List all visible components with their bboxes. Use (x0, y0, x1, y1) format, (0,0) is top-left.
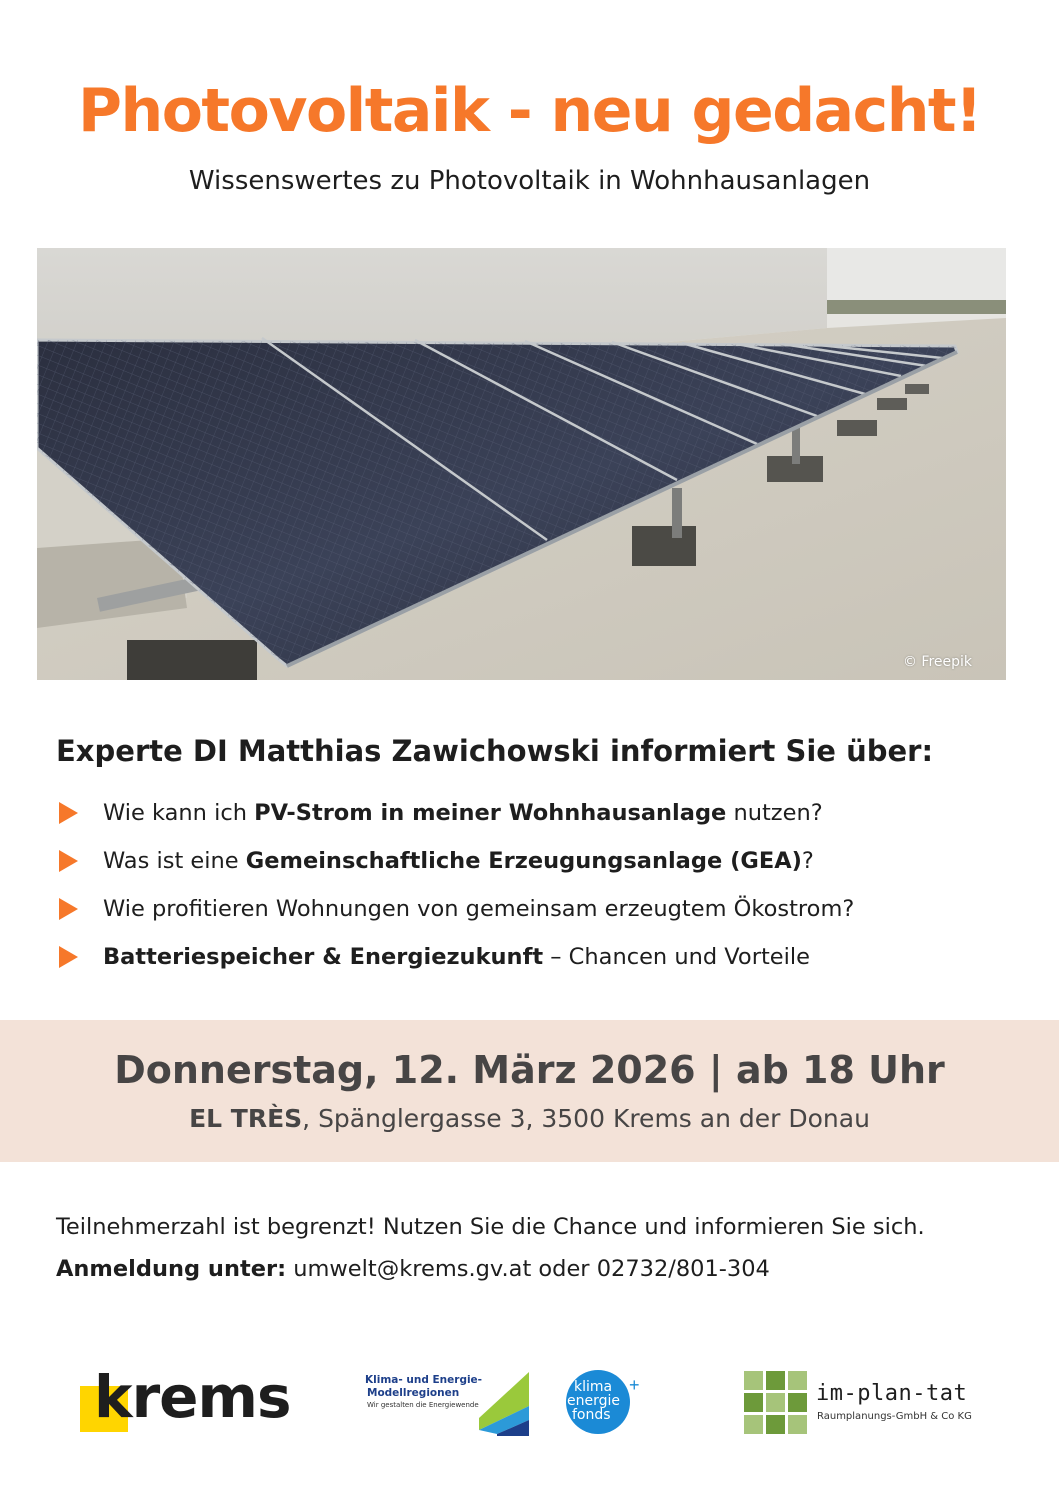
registration-line (56, 1256, 770, 1282)
registration-label: Anmeldung unter: (56, 1256, 287, 1282)
kef-plus-icon: + (629, 1375, 640, 1395)
orange-arrow-icon (59, 802, 78, 824)
topic-text: Wie profitieren Wohnungen von gemeinsam erzeugtem Ökostrom? (103, 896, 855, 922)
kef-text-fonds: fonds (572, 1407, 611, 1423)
event-info-band (0, 1020, 1059, 1162)
participation-note: Teilnehmerzahl ist begrenzt! Nutzen Sie die Chance und informieren Sie sich. (56, 1214, 925, 1240)
distant-trees (827, 300, 1006, 314)
solar-panels-illustration (37, 248, 1006, 680)
ipt-subtitle: Raumplanungs-GmbH & Co KG (817, 1411, 972, 1422)
topic-text: Was ist eine Gemeinschaftliche Erzeugungsanlage (GEA)? (103, 848, 814, 874)
photo-credit: © Freepik (902, 654, 972, 670)
ipt-grid-icon (744, 1371, 808, 1435)
topic-text: Batteriespeicher & Energiezukunft – Chancen und Vorteile (103, 944, 810, 970)
orange-arrow-icon (59, 850, 78, 872)
topic-list (56, 796, 1016, 988)
expert-heading: Experte DI Matthias Zawichowski informiert Sie über: (56, 734, 934, 768)
krems-logo (80, 1363, 291, 1433)
registration-contact[interactable]: umwelt@krems.gv.at oder 02732/801-304 (286, 1256, 770, 1282)
topic-item (56, 940, 1016, 988)
ipt-wordmark: im-plan-tat (816, 1381, 968, 1406)
topic-text: Wie kann ich PV-Strom in meiner Wohnhausanlage nutzen? (103, 800, 823, 826)
venue-address: , Spänglergasse 3, 3500 Krems an der Donau (302, 1104, 870, 1133)
krems-wordmark: krems (94, 1363, 291, 1431)
klima-energie-fonds-logo (566, 1370, 646, 1436)
event-venue (0, 1104, 1059, 1133)
page-title: Photovoltaik - neu gedacht! (78, 76, 981, 146)
im-plan-tat-logo (744, 1371, 994, 1435)
kef-text-energie: energie (567, 1393, 620, 1409)
event-date: Donnerstag, 12. März 2026 | ab 18 Uhr (114, 1048, 945, 1092)
venue-name: EL TRÈS (189, 1104, 303, 1133)
kem-mark-icon (479, 1372, 531, 1438)
orange-arrow-icon (59, 898, 78, 920)
kem-logo (365, 1372, 540, 1438)
topic-item (56, 796, 1016, 844)
topic-item (56, 892, 1016, 940)
kem-title-line1: Klima- und Energie- (365, 1374, 483, 1386)
kem-title-line2: Modellregionen (367, 1387, 460, 1399)
sky-right (827, 248, 1006, 308)
topic-item (56, 844, 1016, 892)
kef-text-klima: klima (574, 1379, 613, 1395)
kem-tagline: Wir gestalten die Energiewende (367, 1401, 479, 1409)
orange-arrow-icon (59, 946, 78, 968)
hero-photo-solar-panels (37, 248, 1006, 680)
page-subtitle: Wissenswertes zu Photovoltaik in Wohnhausanlagen (188, 166, 871, 196)
